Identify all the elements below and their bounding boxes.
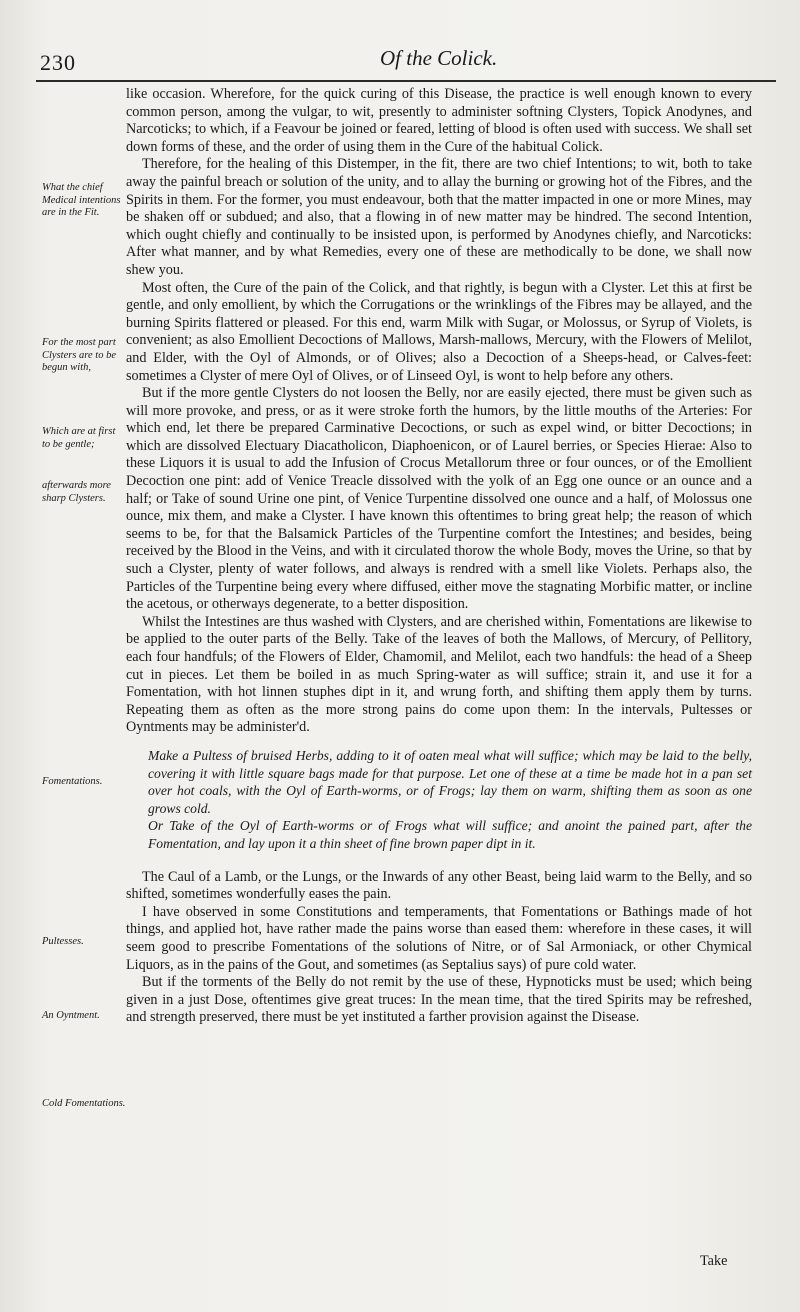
margin-note: afterwards more sharp Clysters. — [42, 480, 111, 504]
margin-note: Fomentations. — [42, 776, 103, 787]
page-header — [40, 44, 760, 80]
margin-note: Pultesses. — [42, 936, 84, 947]
paragraph: Therefore, for the healing of this Distemper, in the fit, there are two chief Intentions; to wit, both to take away the painful breach or solution of the unity, and to allay the burning or growing hot of the Fibres, and the Spirits in them. For the former, you must endeavour, both that the matter impacted in one or more Mines, may be shaken off or subdued; and also, that a flowing in of new matter may be hindred. The second Intention, which ought chiefly and continually to be insisted upon, is performed by Anodynes chiefly, and Narcoticks: After what manner, and by what Remedies, every one of these are methodically to be done, we shall now shew you. — [126, 156, 752, 278]
running-title: Of the Colick. — [380, 46, 498, 70]
margin-note: Cold Fomentations. — [42, 1098, 126, 1109]
paragraph: The Caul of a Lamb, or the Lungs, or the Inwards of any other Beast, being laid warm to the Belly, and so shifted, sometimes wonderfully eases the pain. — [126, 868, 752, 903]
header-rule — [36, 80, 776, 82]
paragraph: like occasion. Wherefore, for the quick curing of this Disease, the practice is well enough known to every common person, among the vulgar, to wit, presently to administer softning Clysters, Topick Anodynes, and Narcoticks; to which, if a Feavour be joined or feared, letting of blood is often used with success. We shall set down forms of these, and the order of using them in the Cure of the habitual Colick. — [126, 86, 752, 155]
paragraph: I have observed in some Constitutions and temperaments, that Fomentations or Bathings made of hot things, and applied hot, have rather made the pains worse than eased them: wherefore in these cases, it will seem good to prescribe Fomentations of the solutions of Nitre, or of Sal Armoniack, or other Chymical Liquors, as in the pains of the Gout, and sometimes (as Septalius says) of pure cold water. — [126, 903, 752, 973]
margin-note: For the most part Clysters are to be begun with, — [42, 337, 116, 374]
catchword: Take — [700, 1253, 728, 1269]
page-number: 230 — [40, 50, 76, 75]
spacer — [126, 853, 752, 869]
paragraph: Whilst the Intestines are thus washed with Clysters, and are cherished within, Fomentations are likewise to be applied to the outer parts of the Belly. Take of the leaves of both the Mallows, of Mercury, of Pellitory, each four handfuls; of the Flowers of Elder, Chamomil, and Melilot, each two handfuls: the head of a Sheep cut in pieces. Let them be boiled in as much Spring-water as will suffice; strain it, and use it for a Fomentation, with hot linnen stuphes dipt in it, and wrung forth, and shifting them apply them by turns. Repeating them as often as the more strong pains do come upon them: In the intervals, Pultesses or Oyntments may be administer'd. — [126, 613, 752, 736]
margin-note: What the chief Medical intentions are in the Fit. — [42, 182, 121, 219]
paragraph: But if the more gentle Clysters do not loosen the Belly, nor are easily ejected, there must be given such as will more provoke, and press, or as it were stroke forth the humors, by the little mouths of the Arteries: For which end, let there be prepared Carminative Decoctions, or such as expel wind, or bitter Decoctions; in which are dissolved Electuary Diacatholicon, Diaphoenicon, or of Laurel berries, or Species Hierae: Also to these Liquors it is usual to add the Infusion of Crocus Metallorum three or four ounces, or of the Emollient Decoction one pint: add of Venice Treacle dissolved with the yolk of an Egg one ounce or an ounce and a half; or Take of sound Urine one pint, of Venice Turpentine dissolved one ounce and a half, of Molossus one ounce, mix them, and make a Clyster. I have known this oftentimes to bring great help; the reason of which seems to be, for that the Balsamick Particles of the Turpentine comfort the Intestines; and besides, being received by the Blood in the Veins, and with it circulated thorow the whole Body, moves the Urine, so that by such a Clyster, plenty of water follows, and always is rendred with a smell like Violets. Perhaps also, the Particles of the Turpentine being every where diffused, either move the stagnating Morbific matter, or incline the acetous, or otherways degenerate, to a better disposition. — [126, 385, 752, 613]
margin-note: Which are at first to be gentle; — [42, 426, 116, 450]
recipe-paragraph: Or Take of the Oyl of Earth-worms or of Frogs what will suffice; and anoint the pained part, after the Fomentation, and lay upon it a thin sheet of fine brown paper dipt in it. — [148, 818, 752, 851]
paragraph: But if the torments of the Belly do not remit by the use of these, Hypnoticks must be used; which being given in a just Dose, oftentimes give great truces: In the mean time, that the tired Spirits may be refreshed, and strength preserved, there must be yet instituted a farther provision against the Disease. — [126, 974, 752, 1026]
paragraph: Most often, the Cure of the pain of the Colick, and that rightly, is begun with a Clyster. Let this at first be gentle, and only emollient, by which the Corrugations or the wrinklings of the Fibres may be allayed, and the burning Spirits flattered or pleased. For this end, warm Milk with Sugar, or Molossus, or Syrup of Violets, is convenient; as also Emollient Decoctions of Mallows, Marsh-mallows, Mercury, with the Flowers of Melilot, and Elder, with the Oyl of Almonds, or of Olives; also a Decoction of a Sheeps-head, or Calves-feet: sometimes a Clyster of mere Oyl of Olives, or of Linseed Oyl, is wont to help before any others. — [126, 279, 752, 384]
recipe-paragraph: Make a Pultess of bruised Herbs, adding to it of oaten meal what will suffice; which may be laid to the belly, covering it with little square bags made for that purpose. Let one of these at a time be made hot in a pan set over hot coals, with the Oyl of Earth-worms, or of Frogs; lay them on warm, shifting them as soon as one grows cold. — [148, 747, 752, 816]
spacer — [126, 737, 752, 747]
body-text — [126, 86, 752, 1027]
margin-note: An Oyntment. — [42, 1010, 100, 1021]
